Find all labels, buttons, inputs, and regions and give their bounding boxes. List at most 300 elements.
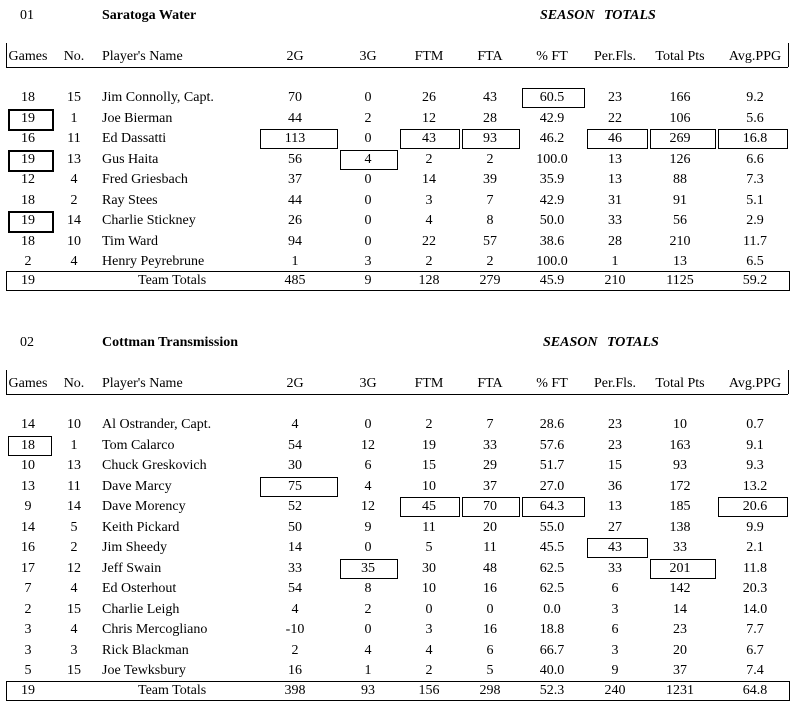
fta-cell: 33 xyxy=(483,437,497,453)
team-number: 01 xyxy=(20,8,34,23)
three-goals-cell: 2 xyxy=(364,601,372,617)
two-goals-cell: 75 xyxy=(288,478,302,494)
column-header-number: No. xyxy=(63,376,85,391)
personal-fouls-cell: 6 xyxy=(611,581,619,596)
total-three-goals: 9 xyxy=(364,273,372,288)
total-ftm: 128 xyxy=(418,273,440,288)
avg-ppg-cell: 5.1 xyxy=(746,192,764,208)
games-cell: 18 xyxy=(21,192,35,208)
total-fta: 298 xyxy=(479,683,501,698)
season-totals-label: SEASON TOTALS xyxy=(543,335,659,350)
ft-percent-cell: 55.0 xyxy=(539,519,565,535)
number-cell: 15 xyxy=(67,90,81,105)
ft-percent-cell: 46.2 xyxy=(539,131,565,146)
fta-cell: 16 xyxy=(483,622,497,637)
column-header-two-goals: 2G xyxy=(286,49,304,64)
column-header-fta: FTA xyxy=(477,49,503,64)
column-header-ft-percent: % FT xyxy=(536,376,568,391)
avg-ppg-cell: 20.6 xyxy=(742,499,768,514)
games-cell: 18 xyxy=(21,233,35,249)
highlight-box xyxy=(587,538,648,558)
three-goals-cell: 0 xyxy=(364,172,372,187)
avg-ppg-cell: 11.7 xyxy=(743,233,767,249)
total-total-points: 1231 xyxy=(666,683,694,698)
player-name-cell: Rick Blackman xyxy=(102,642,189,658)
number-cell: 4 xyxy=(70,581,78,596)
three-goals-cell: 0 xyxy=(364,213,372,228)
three-goals-cell: 12 xyxy=(361,499,375,514)
player-name-cell: Ray Stees xyxy=(102,192,158,208)
three-goals-cell: 9 xyxy=(364,519,372,535)
ftm-cell: 43 xyxy=(422,131,436,146)
personal-fouls-cell: 13 xyxy=(608,499,622,514)
ftm-cell: 10 xyxy=(422,581,436,596)
highlight-box xyxy=(260,129,338,149)
two-goals-cell: 30 xyxy=(288,458,302,473)
number-cell: 10 xyxy=(67,233,81,249)
number-cell: 4 xyxy=(70,254,78,269)
highlight-box xyxy=(340,559,398,579)
number-cell: 2 xyxy=(70,192,78,208)
two-goals-cell: 44 xyxy=(288,110,302,126)
ft-percent-cell: 18.8 xyxy=(539,622,565,637)
two-goals-cell: 113 xyxy=(284,131,306,146)
games-cell: 5 xyxy=(24,663,32,678)
games-cell: 2 xyxy=(24,254,32,269)
column-header-games: Games xyxy=(8,49,48,64)
three-goals-cell: 0 xyxy=(364,233,372,249)
two-goals-cell: 44 xyxy=(288,192,302,208)
games-cell: 14 xyxy=(21,417,35,432)
column-header-avg-ppg: Avg.PPG xyxy=(728,49,782,64)
personal-fouls-cell: 6 xyxy=(611,622,619,637)
games-cell: 3 xyxy=(24,642,32,658)
team-name: Cottman Transmission xyxy=(102,335,239,350)
number-cell: 13 xyxy=(67,151,81,167)
personal-fouls-cell: 23 xyxy=(608,90,622,105)
personal-fouls-cell: 9 xyxy=(611,663,619,678)
three-goals-cell: 0 xyxy=(364,540,372,555)
total-points-cell: 210 xyxy=(669,233,691,249)
three-goals-cell: 3 xyxy=(364,254,372,269)
personal-fouls-cell: 13 xyxy=(608,172,622,187)
avg-ppg-cell: 9.9 xyxy=(746,519,764,535)
ftm-cell: 4 xyxy=(425,213,433,228)
highlight-box xyxy=(8,109,54,131)
total-points-cell: 10 xyxy=(673,417,687,432)
player-name-cell: Henry Peyrebrune xyxy=(102,254,205,269)
header-left-edge xyxy=(6,370,7,394)
two-goals-cell: 16 xyxy=(288,663,302,678)
number-cell: 10 xyxy=(67,417,81,432)
total-ft-percent: 52.3 xyxy=(539,683,565,698)
total-two-goals: 398 xyxy=(284,683,306,698)
games-cell: 19 xyxy=(21,213,35,228)
fta-cell: 39 xyxy=(483,172,497,187)
total-points-cell: 91 xyxy=(673,192,687,208)
avg-ppg-cell: 2.9 xyxy=(746,213,764,228)
total-total-points: 1125 xyxy=(666,273,694,288)
personal-fouls-cell: 3 xyxy=(611,642,619,658)
ft-percent-cell: 42.9 xyxy=(539,192,565,208)
ftm-cell: 26 xyxy=(422,90,436,105)
number-cell: 11 xyxy=(67,131,81,146)
ftm-cell: 2 xyxy=(425,663,433,678)
avg-ppg-cell: 7.3 xyxy=(746,172,764,187)
two-goals-cell: 33 xyxy=(288,560,302,576)
highlight-box xyxy=(587,129,648,149)
ftm-cell: 30 xyxy=(422,560,436,576)
games-cell: 19 xyxy=(21,151,35,167)
player-name-cell: Tim Ward xyxy=(102,233,159,249)
column-header-number: No. xyxy=(63,49,85,64)
column-header-total-points: Total Pts xyxy=(655,376,705,391)
number-cell: 13 xyxy=(67,458,81,473)
number-cell: 1 xyxy=(70,437,78,453)
ft-percent-cell: 50.0 xyxy=(539,213,565,228)
three-goals-cell: 0 xyxy=(364,131,372,146)
total-points-cell: 142 xyxy=(669,581,691,596)
two-goals-cell: 4 xyxy=(291,601,299,617)
games-cell: 16 xyxy=(21,131,35,146)
fta-cell: 16 xyxy=(483,581,497,596)
avg-ppg-cell: 14.0 xyxy=(742,601,768,617)
highlight-box xyxy=(260,477,338,497)
games-cell: 13 xyxy=(21,478,35,494)
personal-fouls-cell: 1 xyxy=(611,254,619,269)
fta-cell: 5 xyxy=(486,663,494,678)
highlight-box xyxy=(462,497,520,517)
ft-percent-cell: 66.7 xyxy=(539,642,565,658)
fta-cell: 29 xyxy=(483,458,497,473)
personal-fouls-cell: 3 xyxy=(611,601,619,617)
total-points-cell: 13 xyxy=(673,254,687,269)
number-cell: 4 xyxy=(70,622,78,637)
total-points-cell: 201 xyxy=(669,560,691,576)
personal-fouls-cell: 33 xyxy=(608,560,622,576)
team-number: 02 xyxy=(20,335,34,350)
number-cell: 3 xyxy=(70,642,78,658)
ft-percent-cell: 100.0 xyxy=(536,254,568,269)
total-personal-fouls: 240 xyxy=(604,683,626,698)
games-cell: 18 xyxy=(21,437,35,453)
highlight-box xyxy=(340,150,398,170)
ft-percent-cell: 64.3 xyxy=(539,499,565,514)
total-points-cell: 23 xyxy=(673,622,687,637)
fta-cell: 57 xyxy=(483,233,497,249)
player-name-cell: Charlie Leigh xyxy=(102,601,180,617)
number-cell: 15 xyxy=(67,663,81,678)
total-points-cell: 88 xyxy=(673,172,687,187)
two-goals-cell: 1 xyxy=(291,254,299,269)
games-cell: 17 xyxy=(21,560,35,576)
header-rule xyxy=(6,394,788,395)
column-header-total-points: Total Pts xyxy=(655,49,705,64)
three-goals-cell: 6 xyxy=(364,458,372,473)
header-right-edge xyxy=(788,370,789,394)
two-goals-cell: 52 xyxy=(288,499,302,514)
column-header-fta: FTA xyxy=(477,376,503,391)
fta-cell: 37 xyxy=(483,478,497,494)
fta-cell: 43 xyxy=(483,90,497,105)
header-rule xyxy=(6,67,788,68)
total-points-cell: 93 xyxy=(673,458,687,473)
total-games: 19 xyxy=(21,273,35,288)
highlight-box xyxy=(718,129,788,149)
avg-ppg-cell: 6.7 xyxy=(746,642,764,658)
avg-ppg-cell: 6.6 xyxy=(746,151,764,167)
fta-cell: 48 xyxy=(483,560,497,576)
avg-ppg-cell: 13.2 xyxy=(742,478,768,494)
team-totals-label: Team Totals xyxy=(138,683,207,698)
ftm-cell: 12 xyxy=(422,110,436,126)
number-cell: 2 xyxy=(70,540,78,555)
ftm-cell: 10 xyxy=(422,478,436,494)
header-left-edge xyxy=(6,43,7,67)
avg-ppg-cell: 5.6 xyxy=(746,110,764,126)
total-points-cell: 126 xyxy=(669,151,691,167)
highlight-box xyxy=(650,129,716,149)
games-cell: 10 xyxy=(21,458,35,473)
games-cell: 16 xyxy=(21,540,35,555)
three-goals-cell: 12 xyxy=(361,437,375,453)
three-goals-cell: 0 xyxy=(364,192,372,208)
number-cell: 12 xyxy=(67,560,81,576)
personal-fouls-cell: 33 xyxy=(608,213,622,228)
ftm-cell: 14 xyxy=(422,172,436,187)
total-avg-ppg: 59.2 xyxy=(742,273,768,288)
number-cell: 14 xyxy=(67,213,81,228)
total-fta: 279 xyxy=(479,273,501,288)
personal-fouls-cell: 31 xyxy=(608,192,622,208)
player-name-cell: Jim Connolly, Capt. xyxy=(102,90,214,105)
avg-ppg-cell: 11.8 xyxy=(743,560,767,576)
total-points-cell: 56 xyxy=(673,213,687,228)
total-points-cell: 14 xyxy=(673,601,687,617)
ft-percent-cell: 35.9 xyxy=(539,172,565,187)
avg-ppg-cell: 6.5 xyxy=(746,254,764,269)
total-games: 19 xyxy=(21,683,35,698)
games-cell: 9 xyxy=(24,499,32,514)
two-goals-cell: 54 xyxy=(288,581,302,596)
total-points-cell: 33 xyxy=(673,540,687,555)
avg-ppg-cell: 7.4 xyxy=(746,663,764,678)
personal-fouls-cell: 46 xyxy=(608,131,622,146)
total-points-cell: 20 xyxy=(673,642,687,658)
games-cell: 7 xyxy=(24,581,32,596)
ft-percent-cell: 42.9 xyxy=(539,110,565,126)
two-goals-cell: 70 xyxy=(288,90,302,105)
avg-ppg-cell: 2.1 xyxy=(746,540,764,555)
player-name-cell: Keith Pickard xyxy=(102,519,180,535)
two-goals-cell: 56 xyxy=(288,151,302,167)
ft-percent-cell: 62.5 xyxy=(539,581,565,596)
avg-ppg-cell: 20.3 xyxy=(742,581,768,596)
two-goals-cell: -10 xyxy=(285,622,305,637)
fta-cell: 2 xyxy=(486,254,494,269)
player-name-cell: Chuck Greskovich xyxy=(102,458,207,473)
column-header-two-goals: 2G xyxy=(286,376,304,391)
three-goals-cell: 35 xyxy=(361,560,375,576)
two-goals-cell: 2 xyxy=(291,642,299,658)
header-right-edge xyxy=(788,43,789,67)
player-name-cell: Fred Griesbach xyxy=(102,172,188,187)
highlight-box xyxy=(8,436,52,456)
player-name-cell: Dave Marcy xyxy=(102,478,172,494)
three-goals-cell: 0 xyxy=(364,417,372,432)
personal-fouls-cell: 13 xyxy=(608,151,622,167)
total-personal-fouls: 210 xyxy=(604,273,626,288)
highlight-box xyxy=(718,497,788,517)
total-points-cell: 166 xyxy=(669,90,691,105)
highlight-box xyxy=(400,497,460,517)
ftm-cell: 2 xyxy=(425,254,433,269)
avg-ppg-cell: 9.2 xyxy=(746,90,764,105)
column-header-player-name: Player's Name xyxy=(102,49,183,64)
ftm-cell: 22 xyxy=(422,233,436,249)
total-three-goals: 93 xyxy=(361,683,375,698)
column-header-ftm: FTM xyxy=(414,49,444,64)
fta-cell: 28 xyxy=(483,110,497,126)
total-points-cell: 37 xyxy=(673,663,687,678)
highlight-box xyxy=(8,150,54,172)
ftm-cell: 4 xyxy=(425,642,433,658)
games-cell: 3 xyxy=(24,622,32,637)
player-name-cell: Charlie Stickney xyxy=(102,213,196,228)
ft-percent-cell: 45.5 xyxy=(539,540,565,555)
ft-percent-cell: 28.6 xyxy=(539,417,565,432)
column-header-avg-ppg: Avg.PPG xyxy=(728,376,782,391)
avg-ppg-cell: 16.8 xyxy=(742,131,768,146)
two-goals-cell: 50 xyxy=(288,519,302,535)
ft-percent-cell: 40.0 xyxy=(539,663,565,678)
total-points-cell: 106 xyxy=(669,110,691,126)
player-name-cell: Tom Calarco xyxy=(102,437,175,453)
total-points-cell: 138 xyxy=(669,519,691,535)
highlight-box xyxy=(650,559,716,579)
number-cell: 1 xyxy=(70,110,78,126)
highlight-box xyxy=(400,129,460,149)
two-goals-cell: 26 xyxy=(288,213,302,228)
highlight-box xyxy=(462,129,520,149)
number-cell: 5 xyxy=(70,519,78,535)
player-name-cell: Joe Bierman xyxy=(102,110,173,126)
total-points-cell: 163 xyxy=(669,437,691,453)
total-points-cell: 185 xyxy=(669,499,691,514)
three-goals-cell: 1 xyxy=(364,663,372,678)
fta-cell: 11 xyxy=(483,540,497,555)
personal-fouls-cell: 15 xyxy=(608,458,622,473)
ftm-cell: 3 xyxy=(425,622,433,637)
column-header-personal-fouls: Per.Fls. xyxy=(593,49,636,64)
avg-ppg-cell: 9.3 xyxy=(746,458,764,473)
personal-fouls-cell: 23 xyxy=(608,417,622,432)
fta-cell: 2 xyxy=(486,151,494,167)
fta-cell: 7 xyxy=(486,192,494,208)
player-name-cell: Ed Dassatti xyxy=(102,131,167,146)
ftm-cell: 2 xyxy=(425,417,433,432)
two-goals-cell: 54 xyxy=(288,437,302,453)
games-cell: 18 xyxy=(21,90,35,105)
three-goals-cell: 2 xyxy=(364,110,372,126)
player-name-cell: Ed Osterhout xyxy=(102,581,177,596)
highlight-box xyxy=(522,88,585,108)
fta-cell: 0 xyxy=(486,601,494,617)
ftm-cell: 0 xyxy=(425,601,433,617)
ftm-cell: 11 xyxy=(422,519,436,535)
column-header-personal-fouls: Per.Fls. xyxy=(593,376,636,391)
ftm-cell: 3 xyxy=(425,192,433,208)
total-ftm: 156 xyxy=(418,683,440,698)
player-name-cell: Dave Morency xyxy=(102,499,186,514)
column-header-player-name: Player's Name xyxy=(102,376,183,391)
player-name-cell: Joe Tewksbury xyxy=(102,663,186,678)
ftm-cell: 19 xyxy=(422,437,436,453)
two-goals-cell: 94 xyxy=(288,233,302,249)
column-header-three-goals: 3G xyxy=(359,376,377,391)
three-goals-cell: 8 xyxy=(364,581,372,596)
highlight-box xyxy=(8,211,54,233)
personal-fouls-cell: 27 xyxy=(608,519,622,535)
ft-percent-cell: 51.7 xyxy=(539,458,565,473)
player-name-cell: Jim Sheedy xyxy=(102,540,167,555)
ft-percent-cell: 0.0 xyxy=(543,601,561,617)
fta-cell: 8 xyxy=(486,213,494,228)
fta-cell: 7 xyxy=(486,417,494,432)
total-two-goals: 485 xyxy=(284,273,306,288)
player-name-cell: Gus Haita xyxy=(102,151,159,167)
ft-percent-cell: 100.0 xyxy=(536,151,568,167)
games-cell: 19 xyxy=(21,110,35,126)
ftm-cell: 45 xyxy=(422,499,436,514)
ft-percent-cell: 27.0 xyxy=(539,478,565,494)
two-goals-cell: 14 xyxy=(288,540,302,555)
fta-cell: 6 xyxy=(486,642,494,658)
ft-percent-cell: 38.6 xyxy=(539,233,565,249)
avg-ppg-cell: 0.7 xyxy=(746,417,764,432)
fta-cell: 93 xyxy=(483,131,497,146)
three-goals-cell: 0 xyxy=(364,622,372,637)
ftm-cell: 5 xyxy=(425,540,433,555)
three-goals-cell: 4 xyxy=(364,642,372,658)
fta-cell: 70 xyxy=(483,499,497,514)
column-header-three-goals: 3G xyxy=(359,49,377,64)
player-name-cell: Jeff Swain xyxy=(102,560,162,576)
avg-ppg-cell: 7.7 xyxy=(746,622,764,637)
ftm-cell: 15 xyxy=(422,458,436,473)
team-name: Saratoga Water xyxy=(102,8,197,23)
number-cell: 11 xyxy=(67,478,81,494)
total-ft-percent: 45.9 xyxy=(539,273,565,288)
column-header-games: Games xyxy=(8,376,48,391)
number-cell: 15 xyxy=(67,601,81,617)
ft-percent-cell: 60.5 xyxy=(539,90,565,105)
ftm-cell: 2 xyxy=(425,151,433,167)
highlight-box xyxy=(522,497,585,517)
personal-fouls-cell: 43 xyxy=(608,540,622,555)
total-avg-ppg: 64.8 xyxy=(742,683,768,698)
number-cell: 4 xyxy=(70,172,78,187)
three-goals-cell: 4 xyxy=(364,151,372,167)
ft-percent-cell: 62.5 xyxy=(539,560,565,576)
two-goals-cell: 4 xyxy=(291,417,299,432)
ft-percent-cell: 57.6 xyxy=(539,437,565,453)
player-name-cell: Al Ostrander, Capt. xyxy=(102,417,212,432)
games-cell: 2 xyxy=(24,601,32,617)
three-goals-cell: 0 xyxy=(364,90,372,105)
player-name-cell: Chris Mercogliano xyxy=(102,622,208,637)
personal-fouls-cell: 23 xyxy=(608,437,622,453)
